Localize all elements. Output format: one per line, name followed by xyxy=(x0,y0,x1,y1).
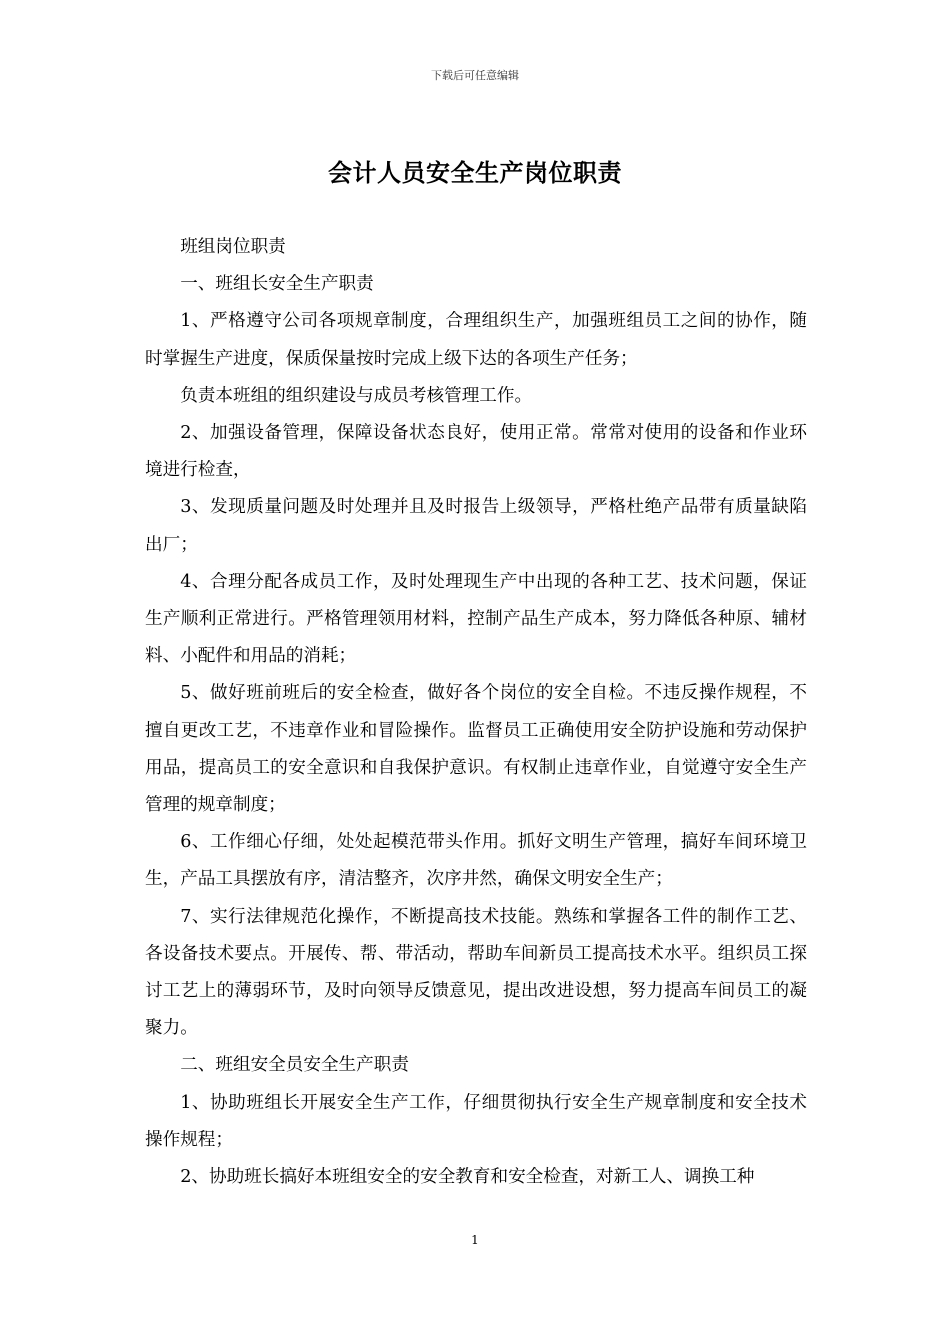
paragraph: 负责本班组的组织建设与成员考核管理工作。 xyxy=(180,385,533,406)
paragraph: 7、实行法律规范化操作，不断提高技术技能。熟练和掌握各工件的制作工艺、各设备技术要点。开展传、帮、带活动，帮助车间新员工提高技术水平。组织员工探讨工艺上的薄弱环节，及时向领导反馈意见，提出改进设想，努力提高车间员工的凝聚力。 xyxy=(145,906,807,1039)
document-title: 会计人员安全生产岗位职责 xyxy=(328,158,622,187)
paragraph-subheading-1: 一、班组长安全生产职责 xyxy=(180,274,374,295)
paragraph: 1、协助班组长开展安全生产工作，仔细贯彻执行安全生产规章制度和安全技术操作规程； xyxy=(145,1092,807,1150)
paragraph: 4、合理分配各成员工作，及时处理现生产中出现的各种工艺、技术问题，保证生产顺利正常进行。严格管理领用材料，控制产品生产成本，努力降低各种原、辅材料、小配件和用品的消耗； xyxy=(145,571,807,667)
paragraph: 2、加强设备管理，保障设备状态良好，使用正常。常常对使用的设备和作业环境进行检查， xyxy=(145,423,807,481)
header-note: 下载后可任意编辑 xyxy=(431,69,519,82)
paragraph-subheading-2: 二、班组安全员安全生产职责 xyxy=(180,1055,409,1076)
document-body xyxy=(145,229,807,1196)
paragraph: 6、工作细心仔细，处处起模范带头作用。抓好文明生产管理，搞好车间环境卫生，产品工具摆放有序，清洁整齐，次序井然，确保文明安全生产； xyxy=(145,832,807,890)
paragraph-section-heading: 班组岗位职责 xyxy=(180,237,286,257)
paragraph: 2、协助班长搞好本班组安全的安全教育和安全检查，对新工人、调换工种 xyxy=(180,1167,755,1188)
paragraph: 3、发现质量问题及时处理并且及时报告上级领导，严格杜绝产品带有质量缺陷出厂； xyxy=(145,497,807,555)
paragraph: 1、严格遵守公司各项规章制度，合理组织生产，加强班组员工之间的协作，随时掌握生产进度，保质保量按时完成上级下达的各项生产任务； xyxy=(145,311,807,369)
paragraph: 5、做好班前班后的安全检查，做好各个岗位的安全自检。不违反操作规程，不擅自更改工艺，不违章作业和冒险操作。监督员工正确使用安全防护设施和劳动保护用品，提高员工的安全意识和自我保护意识。有权制止违章作业，自觉遵守安全生产管理的规章制度； xyxy=(145,683,807,816)
page-number: 1 xyxy=(471,1233,479,1247)
